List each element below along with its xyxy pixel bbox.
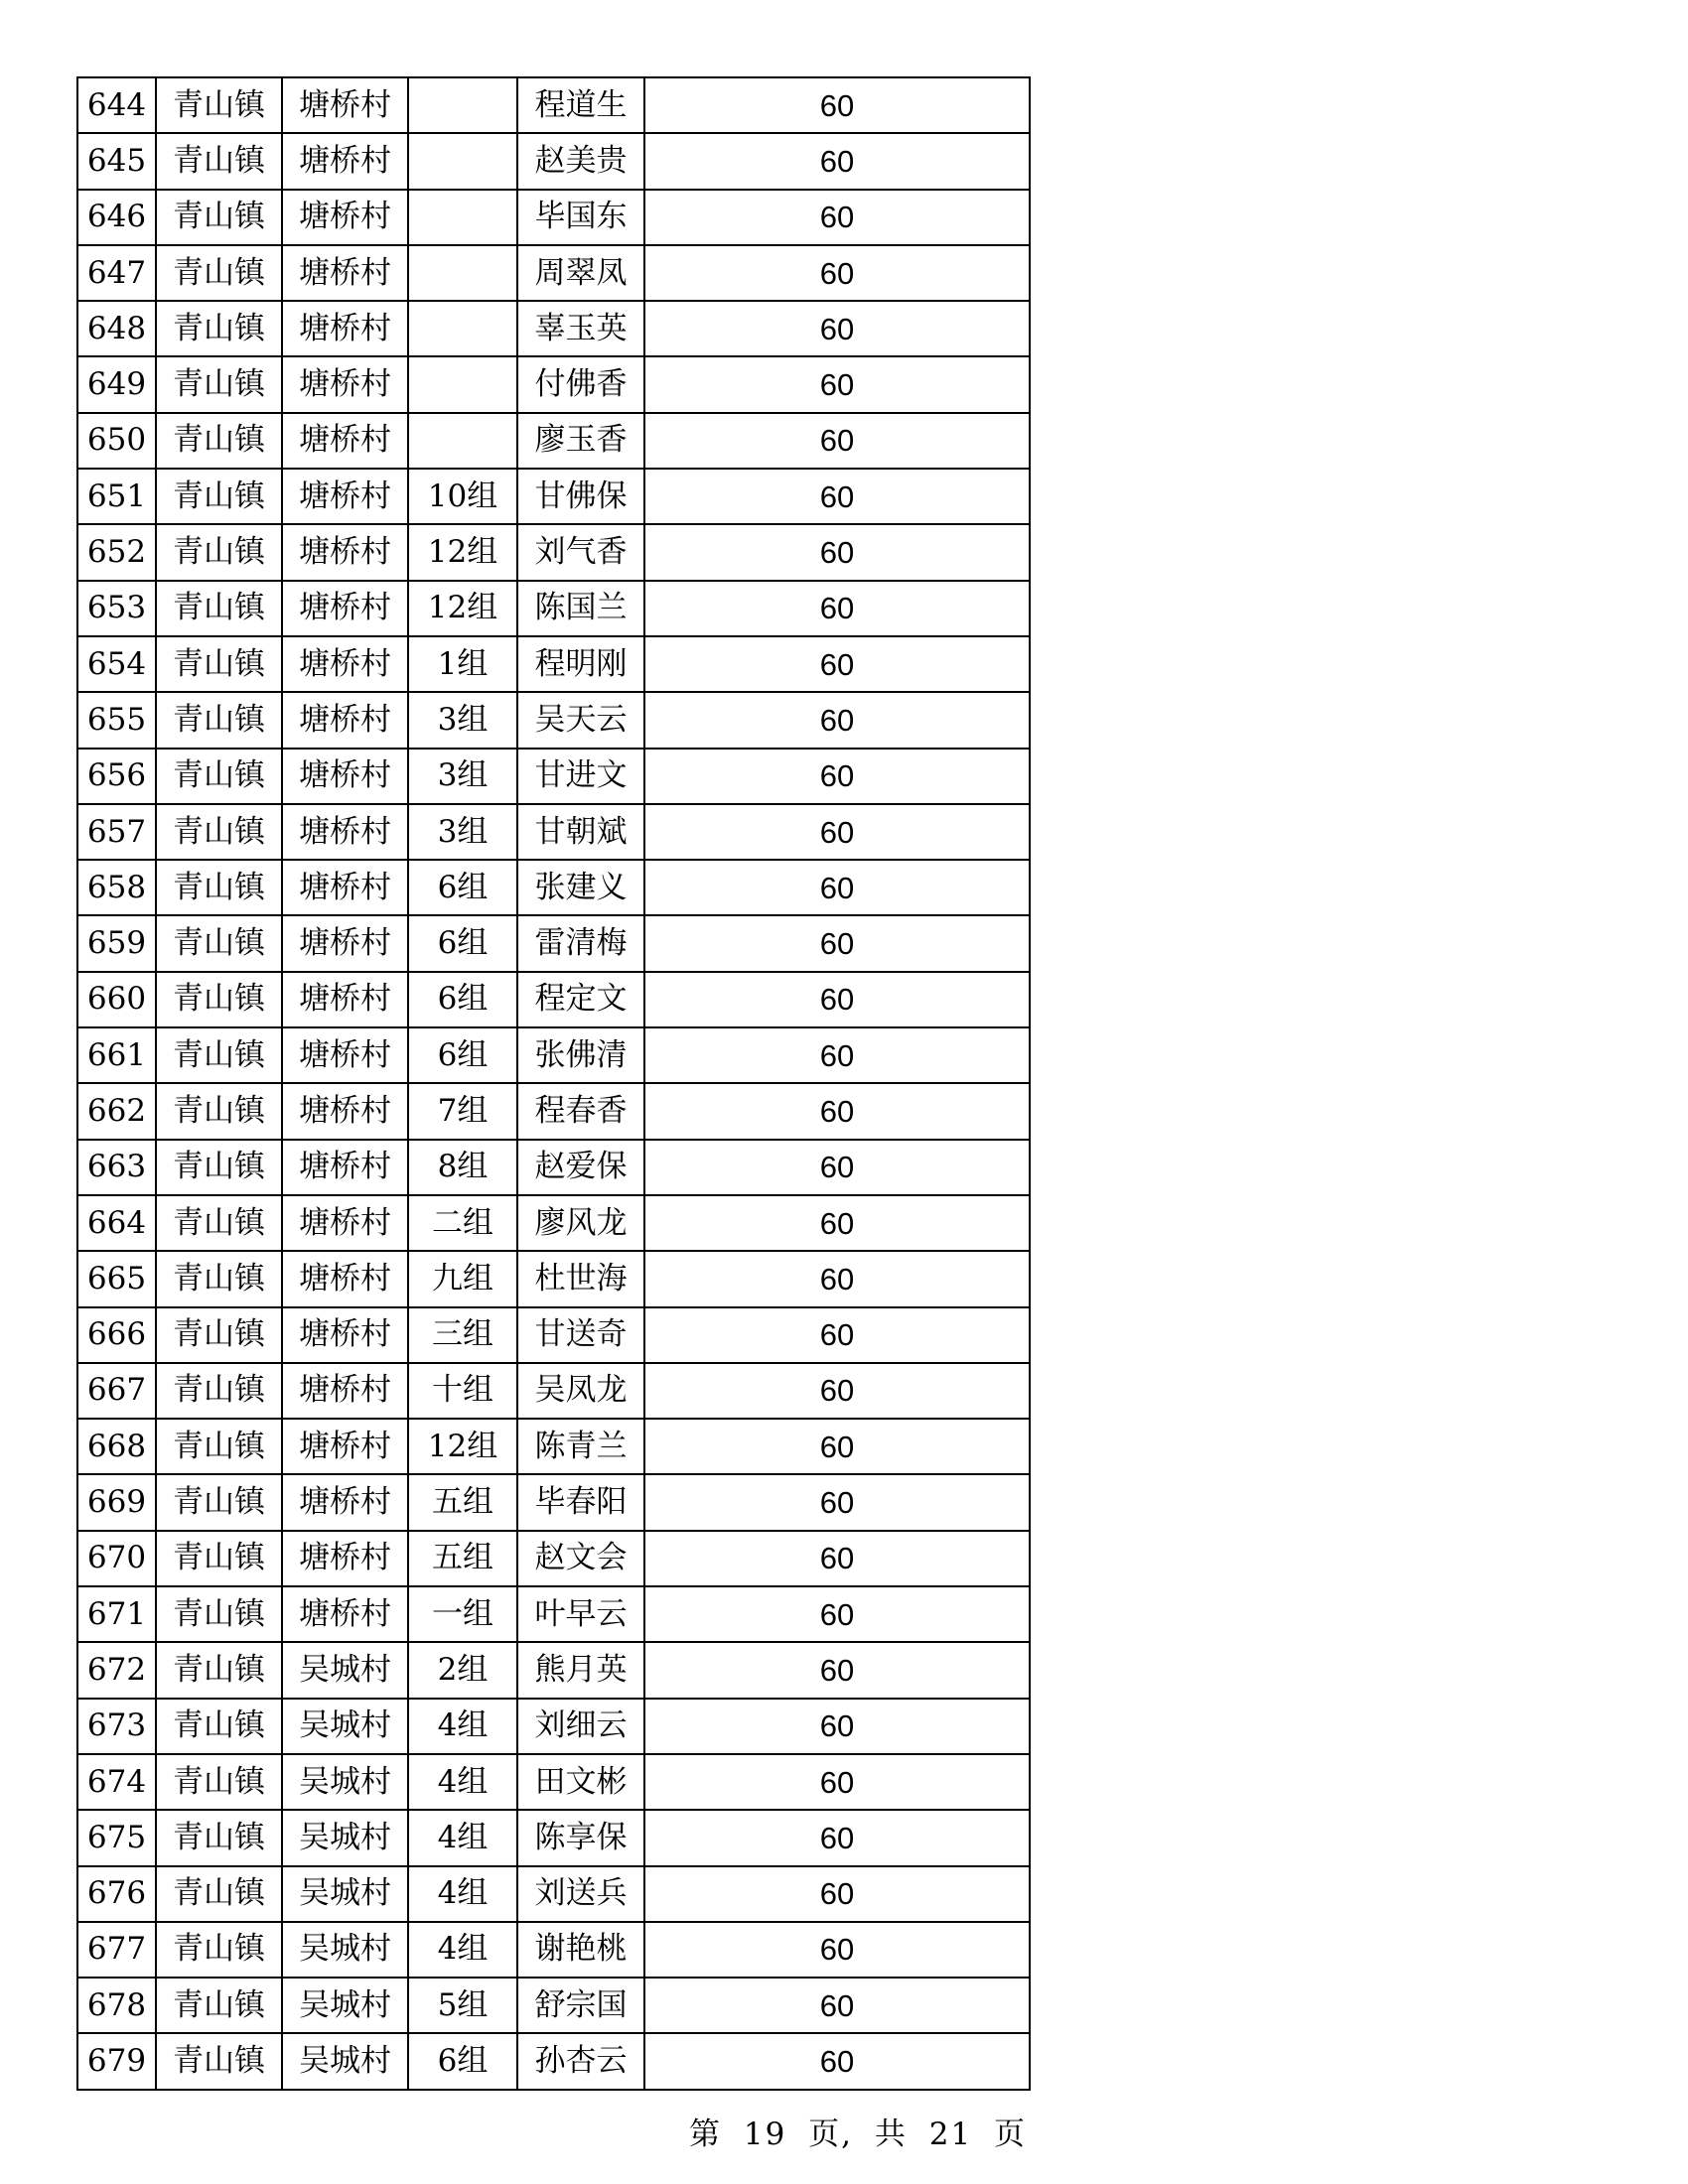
cell-town: 青山镇 [156,2033,282,2089]
cell-group: 3组 [408,749,517,804]
table-row [77,1699,1030,1754]
cell-village: 塘桥村 [282,1140,408,1195]
cell-group: 4组 [408,1922,517,1978]
roster-table-body [77,77,1030,2090]
cell-amount: 60 [644,1978,1030,2033]
cell-village: 塘桥村 [282,1251,408,1306]
table-row [77,1140,1030,1195]
cell-person-name: 廖玉香 [517,413,644,469]
cell-group: 4组 [408,1699,517,1754]
cell-village: 塘桥村 [282,1083,408,1139]
cell-group: 五组 [408,1474,517,1530]
cell-serial-number: 677 [77,1922,156,1978]
cell-village: 塘桥村 [282,581,408,636]
cell-town: 青山镇 [156,1531,282,1586]
cell-person-name: 谢艳桃 [517,1922,644,1978]
table-row [77,1866,1030,1922]
cell-person-name: 田文彬 [517,1754,644,1810]
cell-serial-number: 679 [77,2033,156,2089]
cell-serial-number: 665 [77,1251,156,1306]
cell-group: 6组 [408,915,517,971]
cell-village: 塘桥村 [282,413,408,469]
cell-town: 青山镇 [156,1083,282,1139]
cell-serial-number: 672 [77,1642,156,1698]
cell-town: 青山镇 [156,413,282,469]
table-row [77,1307,1030,1363]
cell-group: 6组 [408,972,517,1027]
cell-town: 青山镇 [156,1195,282,1251]
table-row [77,1363,1030,1419]
cell-amount: 60 [644,1922,1030,1978]
cell-amount: 60 [644,1083,1030,1139]
cell-town: 青山镇 [156,356,282,412]
cell-person-name: 陈享保 [517,1810,644,1865]
cell-village: 塘桥村 [282,972,408,1027]
cell-serial-number: 660 [77,972,156,1027]
cell-village: 塘桥村 [282,1474,408,1530]
cell-town: 青山镇 [156,804,282,860]
table-row [77,1586,1030,1642]
table-row [77,581,1030,636]
cell-serial-number: 658 [77,860,156,915]
cell-amount: 60 [644,356,1030,412]
cell-town: 青山镇 [156,915,282,971]
cell-group [408,356,517,412]
cell-serial-number: 666 [77,1307,156,1363]
cell-person-name: 程春香 [517,1083,644,1139]
cell-serial-number: 661 [77,1027,156,1083]
cell-village: 塘桥村 [282,77,408,133]
cell-amount: 60 [644,1195,1030,1251]
cell-serial-number: 669 [77,1474,156,1530]
cell-serial-number: 667 [77,1363,156,1419]
cell-group [408,133,517,189]
cell-serial-number: 657 [77,804,156,860]
cell-group: 2组 [408,1642,517,1698]
cell-village: 塘桥村 [282,245,408,301]
cell-person-name: 张建义 [517,860,644,915]
cell-person-name: 叶早云 [517,1586,644,1642]
cell-town: 青山镇 [156,469,282,524]
cell-serial-number: 650 [77,413,156,469]
cell-group: 4组 [408,1866,517,1922]
cell-town: 青山镇 [156,1642,282,1698]
cell-amount: 60 [644,133,1030,189]
table-row [77,1642,1030,1698]
cell-person-name: 雷清梅 [517,915,644,971]
cell-village: 塘桥村 [282,1307,408,1363]
cell-town: 青山镇 [156,1699,282,1754]
cell-group: 十组 [408,1363,517,1419]
cell-group: 5组 [408,1978,517,2033]
cell-serial-number: 647 [77,245,156,301]
cell-town: 青山镇 [156,1866,282,1922]
cell-amount: 60 [644,1642,1030,1698]
cell-town: 青山镇 [156,749,282,804]
cell-village: 塘桥村 [282,1419,408,1474]
cell-village: 塘桥村 [282,190,408,245]
cell-group: 一组 [408,1586,517,1642]
cell-group: 3组 [408,804,517,860]
table-row [77,749,1030,804]
table-row [77,972,1030,1027]
cell-amount: 60 [644,860,1030,915]
cell-village: 塘桥村 [282,1027,408,1083]
table-row [77,636,1030,692]
cell-serial-number: 663 [77,1140,156,1195]
cell-amount: 60 [644,1586,1030,1642]
cell-amount: 60 [644,1419,1030,1474]
cell-person-name: 甘佛保 [517,469,644,524]
cell-town: 青山镇 [156,1810,282,1865]
cell-person-name: 赵爱保 [517,1140,644,1195]
cell-serial-number: 649 [77,356,156,412]
table-row [77,2033,1030,2089]
cell-village: 吴城村 [282,1866,408,1922]
table-row [77,1195,1030,1251]
cell-village: 塘桥村 [282,692,408,748]
cell-village: 塘桥村 [282,1586,408,1642]
cell-amount: 60 [644,749,1030,804]
cell-village: 塘桥村 [282,1195,408,1251]
cell-town: 青山镇 [156,190,282,245]
cell-group [408,245,517,301]
cell-person-name: 程明刚 [517,636,644,692]
cell-amount: 60 [644,1027,1030,1083]
cell-group: 3组 [408,692,517,748]
table-row [77,469,1030,524]
cell-person-name: 张佛清 [517,1027,644,1083]
cell-person-name: 周翠凤 [517,245,644,301]
cell-group [408,77,517,133]
cell-town: 青山镇 [156,77,282,133]
cell-village: 吴城村 [282,1699,408,1754]
cell-town: 青山镇 [156,1251,282,1306]
cell-village: 塘桥村 [282,524,408,580]
cell-serial-number: 659 [77,915,156,971]
roster-table [76,76,1031,2091]
cell-village: 塘桥村 [282,915,408,971]
cell-person-name: 毕国东 [517,190,644,245]
cell-town: 青山镇 [156,1419,282,1474]
cell-serial-number: 648 [77,301,156,356]
table-row [77,190,1030,245]
cell-serial-number: 653 [77,581,156,636]
cell-town: 青山镇 [156,1474,282,1530]
table-row [77,1419,1030,1474]
cell-village: 塘桥村 [282,1363,408,1419]
cell-town: 青山镇 [156,1140,282,1195]
cell-amount: 60 [644,1810,1030,1865]
cell-serial-number: 655 [77,692,156,748]
cell-serial-number: 668 [77,1419,156,1474]
cell-person-name: 廖风龙 [517,1195,644,1251]
cell-village: 塘桥村 [282,469,408,524]
cell-amount: 60 [644,301,1030,356]
table-row [77,1027,1030,1083]
table-row [77,356,1030,412]
cell-group [408,301,517,356]
page-number-footer: 第 19 页, 共 21 页 [689,2116,1028,2152]
cell-person-name: 辜玉英 [517,301,644,356]
cell-person-name: 吴凤龙 [517,1363,644,1419]
cell-amount: 60 [644,915,1030,971]
cell-serial-number: 670 [77,1531,156,1586]
cell-town: 青山镇 [156,301,282,356]
cell-town: 青山镇 [156,692,282,748]
cell-village: 吴城村 [282,1978,408,2033]
cell-group: 二组 [408,1195,517,1251]
cell-person-name: 程定文 [517,972,644,1027]
table-row [77,1531,1030,1586]
cell-group [408,190,517,245]
cell-town: 青山镇 [156,245,282,301]
cell-village: 塘桥村 [282,356,408,412]
cell-serial-number: 673 [77,1699,156,1754]
cell-village: 吴城村 [282,1754,408,1810]
cell-group: 6组 [408,860,517,915]
cell-person-name: 熊月英 [517,1642,644,1698]
cell-village: 吴城村 [282,2033,408,2089]
cell-serial-number: 656 [77,749,156,804]
cell-person-name: 刘送兵 [517,1866,644,1922]
cell-group: 三组 [408,1307,517,1363]
table-row [77,524,1030,580]
table-row [77,413,1030,469]
cell-village: 塘桥村 [282,133,408,189]
cell-group: 12组 [408,1419,517,1474]
table-row [77,133,1030,189]
cell-amount: 60 [644,1140,1030,1195]
table-row [77,1922,1030,1978]
cell-amount: 60 [644,1866,1030,1922]
cell-group: 7组 [408,1083,517,1139]
cell-town: 青山镇 [156,860,282,915]
cell-group: 4组 [408,1810,517,1865]
cell-person-name: 甘进文 [517,749,644,804]
cell-serial-number: 671 [77,1586,156,1642]
cell-serial-number: 646 [77,190,156,245]
cell-group: 6组 [408,1027,517,1083]
cell-person-name: 吴天云 [517,692,644,748]
cell-village: 塘桥村 [282,636,408,692]
cell-village: 塘桥村 [282,749,408,804]
cell-group: 6组 [408,2033,517,2089]
cell-person-name: 毕春阳 [517,1474,644,1530]
cell-serial-number: 644 [77,77,156,133]
cell-town: 青山镇 [156,1363,282,1419]
cell-town: 青山镇 [156,1922,282,1978]
cell-amount: 60 [644,1251,1030,1306]
cell-serial-number: 645 [77,133,156,189]
table-row [77,915,1030,971]
cell-amount: 60 [644,1754,1030,1810]
cell-person-name: 陈国兰 [517,581,644,636]
cell-person-name: 刘细云 [517,1699,644,1754]
cell-village: 吴城村 [282,1922,408,1978]
cell-person-name: 付佛香 [517,356,644,412]
table-row [77,1474,1030,1530]
cell-town: 青山镇 [156,1307,282,1363]
cell-serial-number: 664 [77,1195,156,1251]
cell-amount: 60 [644,972,1030,1027]
cell-village: 塘桥村 [282,804,408,860]
cell-amount: 60 [644,1474,1030,1530]
cell-town: 青山镇 [156,1586,282,1642]
cell-serial-number: 654 [77,636,156,692]
table-row [77,245,1030,301]
cell-town: 青山镇 [156,972,282,1027]
cell-village: 塘桥村 [282,860,408,915]
cell-group: 8组 [408,1140,517,1195]
cell-town: 青山镇 [156,581,282,636]
cell-town: 青山镇 [156,524,282,580]
cell-group: 10组 [408,469,517,524]
cell-group: 九组 [408,1251,517,1306]
cell-person-name: 杜世海 [517,1251,644,1306]
cell-group: 五组 [408,1531,517,1586]
cell-serial-number: 674 [77,1754,156,1810]
cell-group: 12组 [408,524,517,580]
cell-amount: 60 [644,245,1030,301]
cell-person-name: 赵文会 [517,1531,644,1586]
cell-town: 青山镇 [156,133,282,189]
cell-village: 吴城村 [282,1642,408,1698]
cell-town: 青山镇 [156,1978,282,2033]
cell-amount: 60 [644,1307,1030,1363]
table-row [77,860,1030,915]
cell-serial-number: 678 [77,1978,156,2033]
cell-amount: 60 [644,524,1030,580]
table-row [77,1810,1030,1865]
cell-village: 塘桥村 [282,1531,408,1586]
cell-group: 4组 [408,1754,517,1810]
cell-amount: 60 [644,469,1030,524]
cell-amount: 60 [644,692,1030,748]
cell-amount: 60 [644,804,1030,860]
cell-amount: 60 [644,2033,1030,2089]
cell-person-name: 刘气香 [517,524,644,580]
table-row [77,1754,1030,1810]
cell-group: 1组 [408,636,517,692]
cell-amount: 60 [644,581,1030,636]
cell-amount: 60 [644,636,1030,692]
cell-amount: 60 [644,1699,1030,1754]
table-row [77,301,1030,356]
cell-serial-number: 662 [77,1083,156,1139]
table-row [77,77,1030,133]
cell-person-name: 甘朝斌 [517,804,644,860]
table-row [77,1083,1030,1139]
cell-town: 青山镇 [156,1027,282,1083]
cell-person-name: 赵美贵 [517,133,644,189]
cell-serial-number: 652 [77,524,156,580]
cell-group [408,413,517,469]
cell-serial-number: 675 [77,1810,156,1865]
cell-serial-number: 676 [77,1866,156,1922]
cell-person-name: 孙杏云 [517,2033,644,2089]
cell-person-name: 甘送奇 [517,1307,644,1363]
cell-group: 12组 [408,581,517,636]
cell-amount: 60 [644,1363,1030,1419]
cell-town: 青山镇 [156,1754,282,1810]
cell-serial-number: 651 [77,469,156,524]
cell-village: 吴城村 [282,1810,408,1865]
cell-amount: 60 [644,77,1030,133]
cell-town: 青山镇 [156,636,282,692]
table-row [77,804,1030,860]
cell-person-name: 舒宗国 [517,1978,644,2033]
table-row [77,1251,1030,1306]
cell-village: 塘桥村 [282,301,408,356]
cell-amount: 60 [644,413,1030,469]
cell-person-name: 陈青兰 [517,1419,644,1474]
table-row [77,692,1030,748]
cell-person-name: 程道生 [517,77,644,133]
table-row [77,1978,1030,2033]
cell-amount: 60 [644,1531,1030,1586]
cell-amount: 60 [644,190,1030,245]
